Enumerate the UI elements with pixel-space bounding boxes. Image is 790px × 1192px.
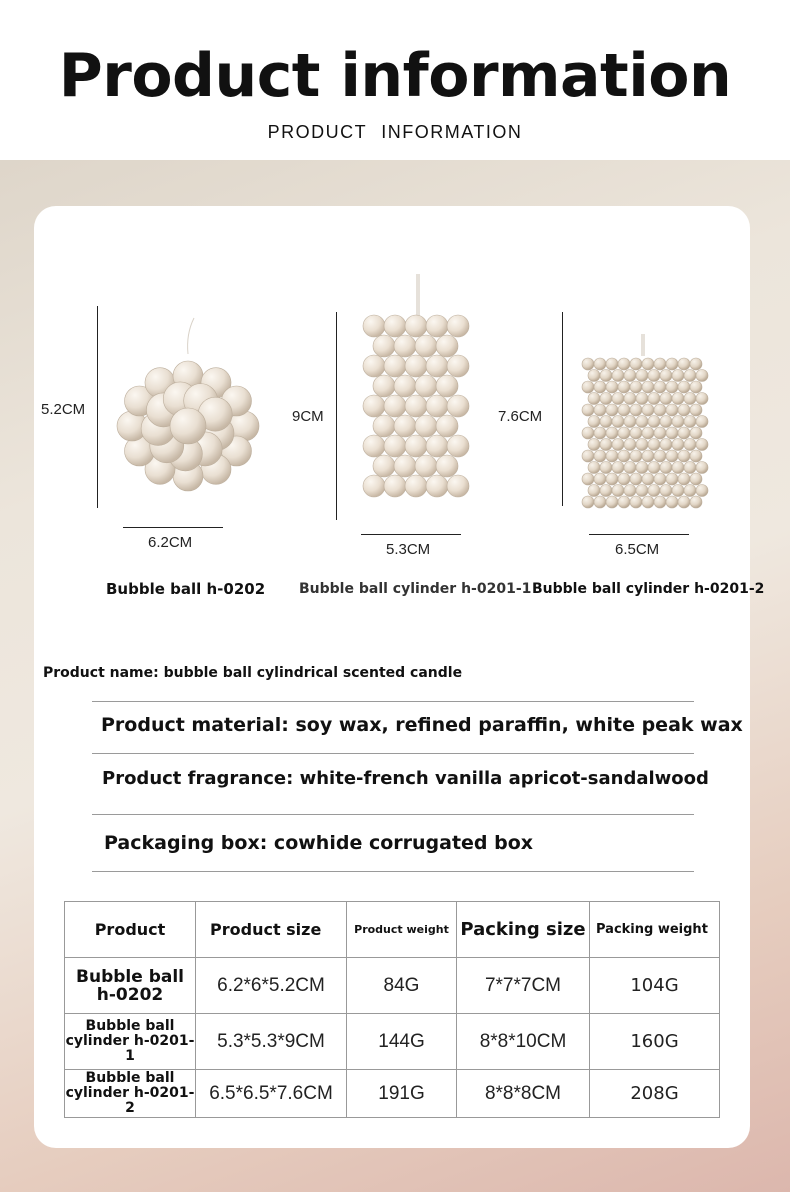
height-label: 9CM	[292, 408, 324, 425]
wax-bubble	[678, 496, 690, 508]
wax-bubble	[373, 455, 395, 477]
wax-bubble	[642, 427, 654, 439]
wax-bubble	[600, 439, 612, 451]
wax-bubble	[594, 404, 606, 416]
wax-bubble	[582, 381, 594, 393]
wax-bubble	[588, 462, 600, 474]
wax-bubble	[384, 315, 406, 337]
wax-bubble	[636, 439, 648, 451]
height-dimension-line	[97, 306, 98, 508]
wax-bubble	[690, 450, 702, 462]
product-material: Product material: soy wax, refined paraffin, white peak wax	[101, 714, 743, 736]
wax-bubble	[384, 475, 406, 497]
wax-bubble	[630, 427, 642, 439]
wax-bubble	[582, 358, 594, 370]
divider	[92, 701, 694, 702]
height-dimension-line	[562, 312, 563, 506]
wax-bubble	[405, 475, 427, 497]
wax-bubble	[394, 335, 416, 357]
wax-bubble	[696, 370, 708, 382]
wax-bubble	[636, 393, 648, 405]
row-packing-size: 7*7*7CM	[457, 958, 590, 1014]
header-product-size: Product size	[196, 902, 347, 958]
row-packing-weight: 104G	[590, 958, 720, 1014]
wax-bubble	[630, 450, 642, 462]
divider	[92, 814, 694, 815]
row-product-size: 5.3*5.3*9CM	[196, 1014, 347, 1070]
width-dimension-line	[361, 534, 461, 535]
height-label: 5.2CM	[41, 401, 86, 418]
wax-bubble	[660, 485, 672, 497]
wax-bubble	[618, 358, 630, 370]
wax-bubble	[588, 416, 600, 428]
wax-bubble	[630, 358, 642, 370]
header-product: Product	[65, 902, 196, 958]
wax-bubble	[612, 439, 624, 451]
wax-bubble	[678, 358, 690, 370]
header-packing-weight: Packing weight	[590, 902, 720, 958]
wax-bubble	[436, 415, 458, 437]
row-product-name: Bubble ball cylinder h-0201-2	[65, 1070, 195, 1116]
wax-bubble	[660, 439, 672, 451]
table-row	[65, 1070, 720, 1118]
wax-bubble	[588, 485, 600, 497]
wax-bubble	[436, 455, 458, 477]
product-fragrance: Product fragrance: white-french vanilla apricot-sandalwood	[102, 768, 709, 789]
wax-bubble	[654, 473, 666, 485]
width-label: 6.5CM	[615, 541, 660, 558]
wax-bubble	[426, 355, 448, 377]
wax-bubble	[690, 404, 702, 416]
wax-bubble	[426, 395, 448, 417]
wax-bubble	[654, 358, 666, 370]
wax-bubble	[606, 450, 618, 462]
wax-bubble	[684, 416, 696, 428]
wax-bubble	[666, 358, 678, 370]
row-product-size: 6.2*6*5.2CM	[196, 958, 347, 1014]
wax-bubble	[612, 462, 624, 474]
wax-bubble	[618, 473, 630, 485]
wax-bubble	[394, 415, 416, 437]
wax-bubble	[690, 473, 702, 485]
table-row	[65, 1014, 720, 1070]
wax-bubble	[612, 393, 624, 405]
wax-bubble	[600, 462, 612, 474]
wax-bubble	[363, 355, 385, 377]
wax-bubble	[654, 404, 666, 416]
wax-bubble	[666, 404, 678, 416]
wax-bubble	[684, 462, 696, 474]
wax-bubble	[606, 427, 618, 439]
wax-bubble	[642, 381, 654, 393]
wax-bubble	[594, 496, 606, 508]
page-subtitle: PRODUCT INFORMATION	[267, 122, 523, 142]
wax-bubble	[654, 381, 666, 393]
row-product-size: 6.5*6.5*7.6CM	[196, 1070, 347, 1118]
wax-bubble	[660, 416, 672, 428]
bubble-cylinder-candle-image	[358, 274, 478, 514]
wax-bubble	[636, 462, 648, 474]
header-band	[0, 0, 790, 160]
wax-bubble	[654, 450, 666, 462]
wax-bubble	[660, 370, 672, 382]
wax-bubble	[672, 416, 684, 428]
wax-bubble	[684, 370, 696, 382]
height-label: 7.6CM	[498, 408, 543, 425]
product-caption: Bubble ball cylinder h-0201-1	[299, 581, 532, 597]
wax-bubble	[582, 496, 594, 508]
wax-bubble	[678, 450, 690, 462]
wax-bubble	[636, 485, 648, 497]
wax-bubble	[600, 416, 612, 428]
wax-bubble	[648, 439, 660, 451]
wax-bubble	[696, 462, 708, 474]
wax-bubble	[618, 404, 630, 416]
wax-bubble	[666, 473, 678, 485]
width-dimension-line	[589, 534, 689, 535]
product-name: Product name: bubble ball cylindrical scented candle	[43, 665, 463, 681]
wax-bubble	[642, 450, 654, 462]
row-product-weight: 144G	[347, 1014, 457, 1070]
wax-bubble	[690, 381, 702, 393]
wax-bubble	[612, 485, 624, 497]
wax-bubble	[624, 370, 636, 382]
wax-bubble	[642, 473, 654, 485]
wax-bubble	[690, 496, 702, 508]
wax-bubble	[373, 375, 395, 397]
row-product-weight: 191G	[347, 1070, 457, 1118]
wax-bubble	[363, 475, 385, 497]
wax-bubble	[606, 496, 618, 508]
row-product-weight: 84G	[347, 958, 457, 1014]
wax-bubble	[630, 381, 642, 393]
wax-bubble	[384, 435, 406, 457]
table-header-row	[65, 902, 720, 958]
specs-table	[64, 901, 720, 1118]
wax-bubble	[684, 393, 696, 405]
wax-bubble	[618, 381, 630, 393]
wax-bubble	[582, 427, 594, 439]
wax-bubble	[648, 416, 660, 428]
width-label: 6.2CM	[148, 534, 193, 551]
page-title: Product information	[58, 41, 732, 111]
wax-bubble	[447, 475, 469, 497]
wax-bubble	[684, 439, 696, 451]
wax-bubble	[405, 435, 427, 457]
wax-bubble	[612, 416, 624, 428]
divider	[92, 753, 694, 754]
wax-bubble	[594, 450, 606, 462]
wax-bubble	[672, 370, 684, 382]
wax-bubble	[588, 439, 600, 451]
width-label: 5.3CM	[386, 541, 431, 558]
wax-bubble	[630, 404, 642, 416]
wax-bubble	[636, 370, 648, 382]
wax-bubble	[447, 355, 469, 377]
product-caption: Bubble ball h-0202	[106, 580, 266, 598]
wax-bubble	[606, 358, 618, 370]
row-product-name: Bubble ball h-0202	[65, 958, 196, 1014]
wax-bubble	[436, 335, 458, 357]
wax-bubble	[666, 496, 678, 508]
table-row	[65, 958, 720, 1014]
wax-bubble	[678, 381, 690, 393]
wax-bubble	[447, 435, 469, 457]
wax-bubble	[666, 450, 678, 462]
wax-bubble	[394, 455, 416, 477]
wax-bubble	[170, 408, 206, 444]
wax-bubble	[624, 439, 636, 451]
wax-bubble	[600, 370, 612, 382]
wax-bubble	[394, 375, 416, 397]
row-packing-weight: 160G	[590, 1014, 720, 1070]
wax-bubble	[594, 427, 606, 439]
divider	[92, 871, 694, 872]
wax-bubble	[618, 427, 630, 439]
wax-bubble	[666, 381, 678, 393]
wax-bubble	[678, 427, 690, 439]
row-product-name: Bubble ball cylinder h-0201-1	[65, 1014, 196, 1070]
wax-bubble	[672, 393, 684, 405]
wax-bubble	[636, 416, 648, 428]
product-caption: Bubble ball cylinder h-0201-2	[532, 581, 765, 597]
width-dimension-line	[123, 527, 223, 528]
wax-bubble	[363, 315, 385, 337]
wax-bubble	[594, 381, 606, 393]
height-dimension-line	[336, 312, 337, 520]
packaging-box: Packaging box: cowhide corrugated box	[104, 832, 534, 854]
wax-bubble	[447, 395, 469, 417]
wax-bubble	[684, 485, 696, 497]
wax-bubble	[654, 427, 666, 439]
wax-bubble	[672, 485, 684, 497]
wax-bubble	[415, 455, 437, 477]
wax-bubble	[426, 315, 448, 337]
wax-bubble	[618, 496, 630, 508]
wax-bubble	[588, 393, 600, 405]
row-packing-weight: 208G	[590, 1070, 720, 1118]
wax-bubble	[648, 462, 660, 474]
wax-bubble	[582, 450, 594, 462]
wax-bubble	[648, 370, 660, 382]
wax-bubble	[405, 395, 427, 417]
wax-bubble	[426, 435, 448, 457]
wax-bubble	[582, 404, 594, 416]
wax-bubble	[606, 473, 618, 485]
wax-bubble	[582, 473, 594, 485]
wax-bubble	[373, 415, 395, 437]
wax-bubble	[672, 439, 684, 451]
wax-bubble	[648, 485, 660, 497]
wax-bubble	[624, 485, 636, 497]
header-product-weight: Product weight	[347, 902, 457, 958]
wax-bubble	[612, 370, 624, 382]
bubble-cylinder-candle-image	[580, 330, 710, 510]
wax-bubble	[436, 375, 458, 397]
wax-bubble	[384, 355, 406, 377]
wax-bubble	[642, 404, 654, 416]
wax-bubble	[660, 462, 672, 474]
wax-bubble	[642, 358, 654, 370]
wax-bubble	[606, 381, 618, 393]
wax-bubble	[648, 393, 660, 405]
wax-bubble	[630, 496, 642, 508]
wax-bubble	[630, 473, 642, 485]
wax-bubble	[696, 485, 708, 497]
row-packing-size: 8*8*8CM	[457, 1070, 590, 1118]
wax-bubble	[690, 358, 702, 370]
wax-bubble	[654, 496, 666, 508]
wax-bubble	[624, 462, 636, 474]
wax-bubble	[690, 427, 702, 439]
wax-bubble	[696, 393, 708, 405]
wax-bubble	[642, 496, 654, 508]
wax-bubble	[447, 315, 469, 337]
wax-bubble	[588, 370, 600, 382]
wax-bubble	[405, 355, 427, 377]
wax-bubble	[600, 485, 612, 497]
header-packing-size: Packing size	[457, 902, 590, 958]
wax-bubble	[594, 358, 606, 370]
wax-bubble	[373, 335, 395, 357]
wax-bubble	[415, 375, 437, 397]
row-packing-size: 8*8*10CM	[457, 1014, 590, 1070]
wax-bubble	[672, 462, 684, 474]
wax-bubble	[696, 416, 708, 428]
wax-bubble	[660, 393, 672, 405]
wax-bubble	[624, 416, 636, 428]
bubble-ball-candle-image	[108, 314, 268, 504]
wax-bubble	[678, 404, 690, 416]
wax-bubble	[363, 435, 385, 457]
wax-bubble	[624, 393, 636, 405]
wax-bubble	[600, 393, 612, 405]
wax-bubble	[666, 427, 678, 439]
wax-bubble	[415, 335, 437, 357]
wax-bubble	[594, 473, 606, 485]
wax-bubble	[415, 415, 437, 437]
wax-bubble	[696, 439, 708, 451]
wax-bubble	[384, 395, 406, 417]
wax-bubble	[678, 473, 690, 485]
wax-bubble	[618, 450, 630, 462]
wax-bubble	[426, 475, 448, 497]
wax-bubble	[405, 315, 427, 337]
wax-bubble	[606, 404, 618, 416]
wax-bubble	[363, 395, 385, 417]
